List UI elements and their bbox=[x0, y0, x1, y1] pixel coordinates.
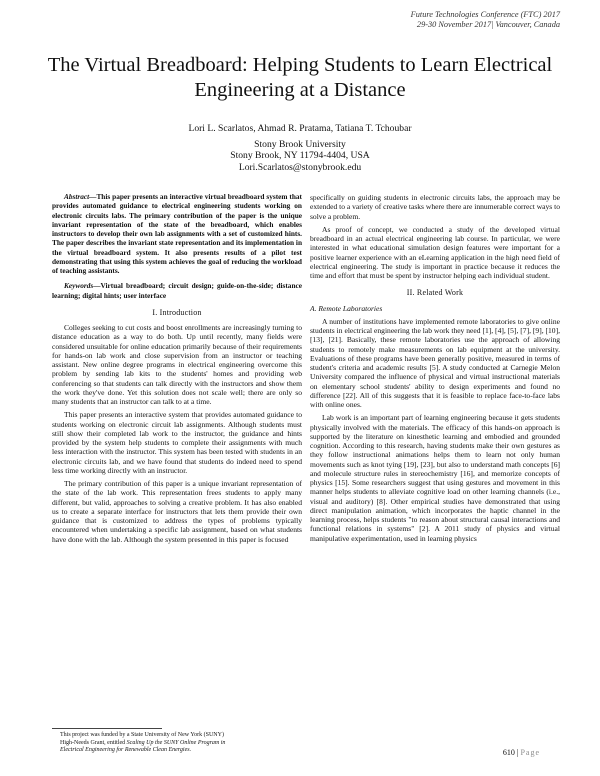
conference-name: Future Technologies Conference (FTC) 2017 bbox=[410, 10, 560, 19]
funding-footnote bbox=[60, 732, 320, 755]
abstract bbox=[52, 192, 302, 275]
footnote-grant-title: Scaling Up the SUNY Online Program in bbox=[126, 739, 226, 746]
page-number bbox=[503, 748, 540, 757]
intro-paragraph-1: Colleges seeking to cut costs and boost enrollments are increasingly turning to distance education as a way to do both. Up until recently, many fields were considered unsuitable for online education primarily because of their requirements for hands-on lab work and close supervision from an instructor or teaching assistant. New online degree programs in electrical engineering overcome this problem by sending lab kits to the students' homes and providing web conferencing so that students can talk directly with the instructors and show them the work they've done. Yet this solution does not scale well; there are only so many students that an instructor can talk to at a time. bbox=[52, 323, 302, 406]
conference-dates: 29-30 November 2017| Vancouver, Canada bbox=[416, 20, 560, 29]
footnote-rule bbox=[52, 728, 162, 729]
author-affiliation: Stony Brook University bbox=[254, 138, 346, 150]
left-column bbox=[52, 192, 302, 548]
page-number-value: 610 bbox=[502, 748, 515, 757]
page-label: Page bbox=[520, 748, 540, 757]
keywords bbox=[52, 281, 302, 300]
footnote-prefix: High-Needs Grant, entitled bbox=[60, 739, 127, 746]
right-paragraph-1: specifically on guiding students in electronic circuits labs, the approach may be extended to a variety of creative tasks where there are innumerable correct ways to solve a problem. bbox=[310, 193, 560, 221]
right-paragraph-2: As proof of concept, we conducted a study of the developed virtual breadboard in an actual electrical engineering lab course. In particular, we were interested in what educational simulation design features were important for a positive learner experience with an eLearning application in the high need field of electrical engineering. The study is important in practice because it reduces the time and effort that must be spent by instructor helping each individual student. bbox=[310, 224, 560, 280]
related-work-heading: II. Related Work bbox=[406, 288, 464, 298]
intro-paragraph-2: This paper presents an interactive system that provides automated guidance to students working on electronic circuit lab assignments. Although students must still show their completed lab work to the instructor, the guidance and hints provided by the system help students to complete their assignments with much less interaction with the instructor. This system has been tested with students in an electronic circuits lab, and we have found that students do indeed need to spend less time working directly with an instructor. bbox=[52, 410, 302, 475]
author-block bbox=[40, 123, 560, 173]
remote-labs-subheading: A. Remote Laboratories bbox=[310, 303, 383, 313]
author-address: Stony Brook, NY 11794-4404, USA bbox=[230, 150, 370, 161]
abstract-lead: Abstract— bbox=[64, 192, 97, 201]
remote-paragraph-2: Lab work is an important part of learning engineering because it gets students physically involved with the materials. The efficacy of this hands-on approach is supported by the literature on kinesthetic learning and embodied and grounded cognition. According to this research, having students make their own gestures as they follow instructional animations helps them to learn not only human movements such as knot tying [19], [23], but also to understand math concepts [6] and molecule structure rules in stereochemistry [16], and memorize concepts of physics [15]. Some researchers suggest that using gestures and movement in this manner helps students to alleviate cognitive load on other learning channels (i.e., visual and auditory) [8]. Other empirical studies have demonstrated that using direct manipulation animation, which incorporates the haptic channel in the learning process, helps students "to reason about structural causal interactions and functional relations in systems" [2]. A 2011 study of physics and virtual manipulative experimentation, used in learning physics bbox=[310, 413, 560, 543]
intro-paragraph-3: The primary contribution of this paper is a unique invariant representation of the state of the lab work. This representation frees students to apply many different, but valid, approaches to solving a creative problem. It has also enabled us to create a separate interface for instructors that lets them provide their own guidance that is customized to address the types of problems typically encountered when undertaking a specific lab assignment, based on what students have done with the lab. Although the system presented in this paper is focused bbox=[52, 479, 302, 544]
abstract-text: This paper presents an interactive virtual breadboard system that provides automated guidance to electrical engineering students working on electronic circuits labs. The primary contribution of the paper is the unique invariant representation of the state of the breadboard, which enables instructors to develop their own lab assignments with a set of customized hints. The paper describes the invariant state representation and its implementation in the virtual breadboard system. It also presents results of a pilot test demonstrating that using this system achieves the goal of reducing the workload of teaching assistants. bbox=[52, 192, 302, 275]
footnote-line-3: Electrical Engineering for Renewable Clean Energies. bbox=[60, 747, 192, 753]
keywords-text: Virtual breadboard; circuit design; guide-on-the-side; distance learning; digital hints; user interface bbox=[52, 281, 302, 300]
remote-paragraph-1: A number of institutions have implemented remote laboratories to give online students in electrical engineering the lab work they need [1], [4], [5], [7], [9], [10], [13], [21]. Basically, these remote laboratories use the approach of allowing students to remotely make measurements on lab equipment at the university. Evaluations of these programs have been generally positive, measured in terms of student's criteria and academic results [5]. A study conducted at Carnegie Melon University compared the influence of physical and virtual instructional materials on elementary school students' ability to design experiments and found no difference [22]. All of this suggests that it is feasible to replace face-to-face labs with online ones. bbox=[310, 316, 560, 409]
right-column bbox=[310, 193, 560, 547]
author-email: Lori.Scarlatos@stonybrook.edu bbox=[238, 161, 362, 173]
conference-header bbox=[411, 10, 560, 30]
footnote-line-2 bbox=[60, 740, 320, 748]
author-names: Lori L. Scarlatos, Ahmad R. Pratama, Tatiana T. Tchoubar bbox=[188, 123, 412, 134]
paper-title: The Virtual Breadboard: Helping Students to Learn Electrical Engineering at a Distance bbox=[47, 54, 553, 101]
keywords-lead: Keywords— bbox=[64, 281, 101, 291]
footnote-line-1: This project was funded by a State University of New York (SUNY) bbox=[60, 732, 224, 738]
intro-heading: I. Introduction bbox=[152, 307, 202, 317]
page-separator: | bbox=[514, 748, 521, 757]
